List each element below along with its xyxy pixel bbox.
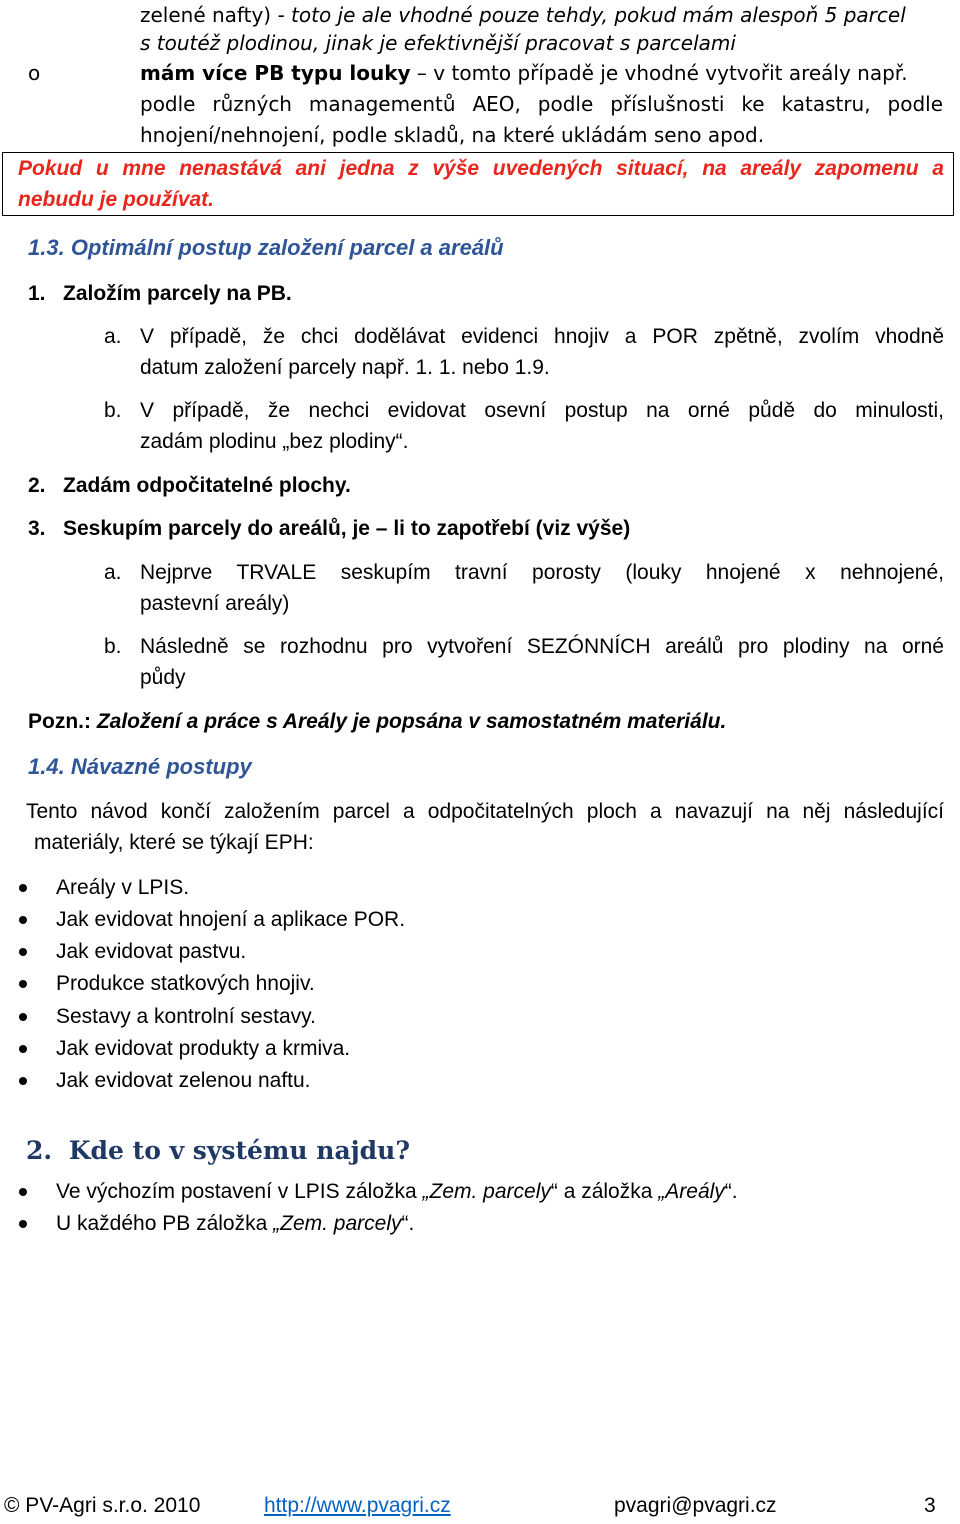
step-1a-marker: a.: [104, 325, 122, 348]
section-2-number: 2.: [26, 1136, 53, 1165]
list-item: Jak evidovat pastvu.: [56, 940, 247, 963]
step-3b-line-2: půdy: [140, 666, 186, 689]
step-1b-line-2: zadám plodinu „bez plodiny“.: [140, 430, 409, 453]
footer-email: pvagri@pvagri.cz: [614, 1494, 777, 1517]
sub-item-line-2: podle různých managementů AEO, podle příslušnosti ke katastru, podle: [140, 92, 943, 116]
step-3a-line-2: pastevní areály): [140, 592, 290, 615]
sub-item-bold: mám více PB typu louky: [140, 61, 411, 85]
sub-marker: o: [28, 61, 41, 85]
bullet-icon: [19, 1045, 27, 1053]
section-1-3-title: Optimální postup založení parcel a areálů: [70, 235, 504, 260]
section-2-item-1-arealy: „Areály: [658, 1180, 725, 1203]
intro-line-2: s toutéž plodinou, jinak je efektivnější pracovat s parcelami: [140, 31, 736, 55]
section-2-item-1-pre: Ve výchozím postavení v LPIS záložka: [56, 1180, 423, 1203]
bullet-icon: [19, 884, 27, 892]
bullet-icon: [19, 1013, 27, 1021]
section-1-4-title: Návazné postupy: [70, 754, 252, 779]
bullet-icon: [19, 1188, 27, 1196]
step-1b-marker: b.: [104, 399, 122, 422]
step-3b-line-1: Následně se rozhodnu pro vytvoření SEZÓNNÍCH areálů pro plodiny na orné: [140, 635, 944, 658]
step-3a-line-1: Nejprve TRVALE seskupím travní porosty (louky hnojené x nehnojené,: [140, 561, 944, 584]
note: [28, 707, 726, 737]
step-1b-line-1: V případě, že nechci evidovat osevní postup na orné půdě do minulosti,: [140, 399, 944, 422]
list-item: Jak evidovat hnojení a aplikace POR.: [56, 908, 406, 931]
step-3-number: 3.: [28, 517, 46, 540]
warning-line-1: Pokud u mne nenastává ani jedna z výše uvedených situací, na areály zapomenu a: [18, 157, 944, 180]
section-1-3-number: 1.3.: [28, 235, 65, 260]
section-2-item-2-pre: U každého PB záložka: [56, 1212, 274, 1235]
section-2-item-1-mid: “ a záložka: [550, 1180, 659, 1203]
list-item: Produkce statkových hnojiv.: [56, 972, 315, 995]
step-1a-line-2: datum založení parcely např. 1. 1. nebo 1.9.: [140, 356, 550, 379]
section-2-item-2-zem-parcely: „Zem. parcely: [273, 1212, 402, 1235]
section-2-item-1-end: “.: [724, 1180, 738, 1203]
bullet-icon: [19, 1220, 27, 1228]
intro-line-1: [140, 0, 906, 30]
footer-page-number: 3: [924, 1494, 936, 1517]
step-3-text: Seskupím parcely do areálů, je – li to zapotřebí (viz výše): [63, 517, 631, 540]
section-2-heading: [26, 1136, 410, 1166]
step-3a-marker: a.: [104, 561, 122, 584]
bullet-icon: [19, 948, 27, 956]
note-text: Založení a práce s Areály je popsána v samostatném materiálu.: [91, 710, 727, 733]
step-1a-line-1: V případě, že chci dodělávat evidenci hnojiv a POR zpětně, zvolím vhodně: [140, 325, 944, 348]
section-2-item-1-zem-parcely: „Zem. parcely: [422, 1180, 551, 1203]
section-1-4-para-line-2: materiály, které se týkají EPH:: [34, 831, 314, 854]
list-item: Jak evidovat zelenou naftu.: [56, 1069, 311, 1092]
section-1-4-para-line-1: Tento návod končí založením parcel a odpočitatelných ploch a navazují na něj následující: [26, 800, 944, 823]
step-2-number: 2.: [28, 474, 46, 497]
intro-line-1-prefix: zelené nafty): [140, 3, 272, 27]
sub-item-line-1: [140, 58, 908, 88]
step-3b-marker: b.: [104, 635, 122, 658]
step-1-number: 1.: [28, 282, 46, 305]
section-2-title: Kde to v systému najdu?: [68, 1136, 410, 1165]
note-label: Pozn.:: [28, 710, 91, 733]
footer-website-link[interactable]: http://www.pvagri.cz: [264, 1494, 451, 1517]
section-2-item-1: [56, 1177, 738, 1207]
bullet-icon: [19, 980, 27, 988]
section-1-4-number: 1.4.: [28, 754, 65, 779]
list-item: Jak evidovat produkty a krmiva.: [56, 1037, 351, 1060]
intro-line-1-italic: - toto je ale vhodné pouze tehdy, pokud mám alespoň 5 parcel: [271, 3, 906, 27]
section-1-3-heading: [28, 233, 504, 263]
sub-item-line-3: hnojení/nehnojení, podle skladů, na které ukládám seno apod.: [140, 123, 765, 147]
list-item: Areály v LPIS.: [56, 876, 190, 899]
section-1-4-heading: [28, 752, 252, 782]
section-2-item-2: [56, 1209, 414, 1239]
section-2-item-2-end: “.: [401, 1212, 415, 1235]
step-1-text: Založím parcely na PB.: [63, 282, 292, 305]
step-2-text: Zadám odpočitatelné plochy.: [63, 474, 351, 497]
bullet-icon: [19, 1077, 27, 1085]
footer-copyright: © PV-Agri s.r.o. 2010: [4, 1494, 201, 1517]
warning-line-2: nebudu je používat.: [18, 188, 215, 211]
list-item: Sestavy a kontrolní sestavy.: [56, 1005, 316, 1028]
bullet-icon: [19, 916, 27, 924]
sub-item-rest: – v tomto případě je vhodné vytvořit areály např.: [410, 61, 908, 85]
